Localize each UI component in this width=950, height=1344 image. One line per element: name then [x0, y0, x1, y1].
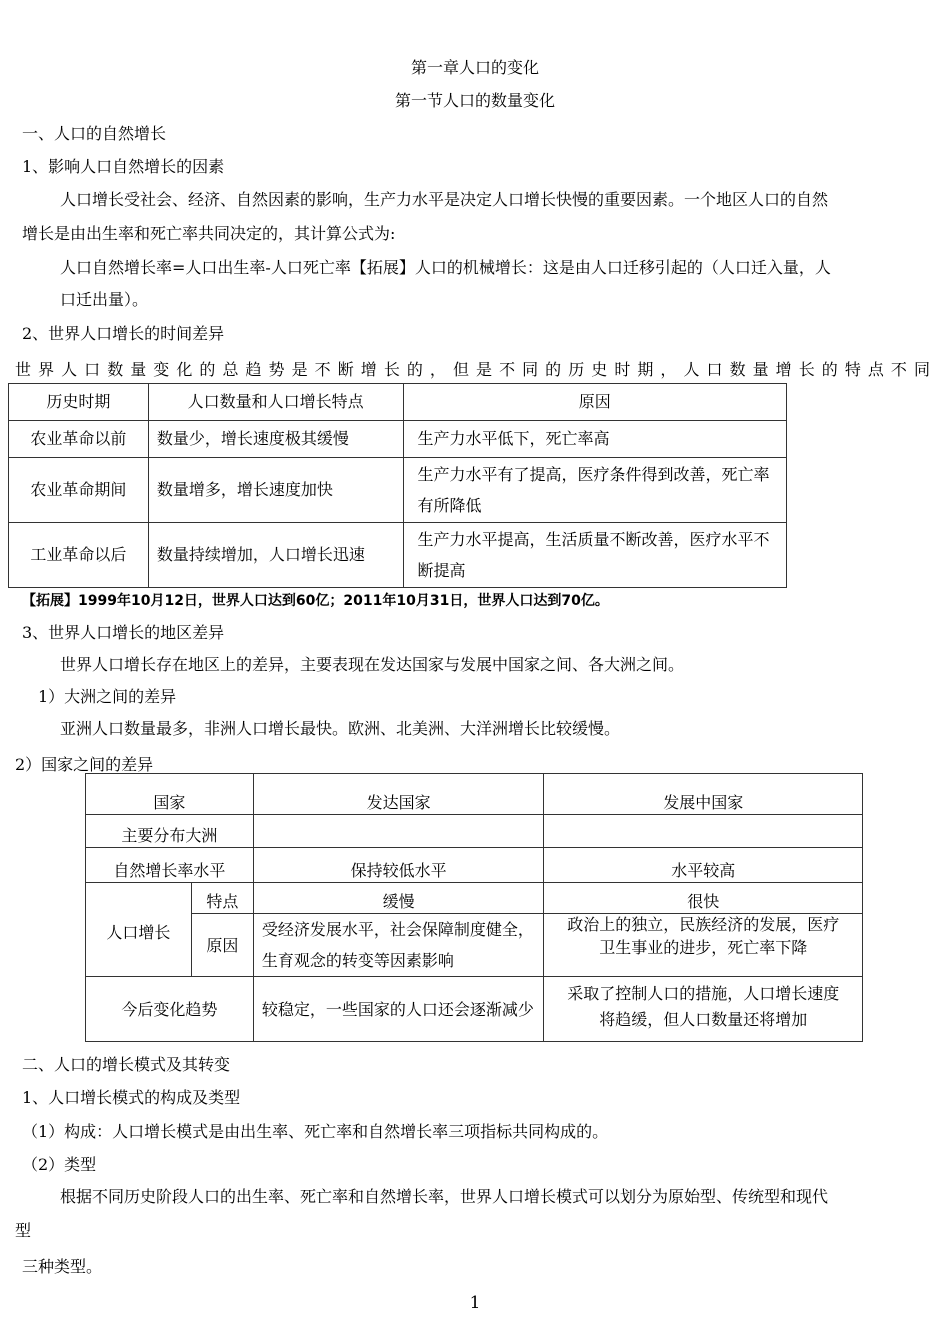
paragraph-region: 世界人口增长存在地区上的差异，主要表现在发达国家与发展中国家之间、各大洲之间。: [60, 655, 685, 674]
table-cell-reason: 生产力水平提高，生活质量不断改善，医疗水平不断提高: [403, 523, 787, 588]
table-header-period: 历史时期: [9, 384, 149, 421]
heading-natural-growth: 一、人口的自然增长: [22, 124, 167, 143]
row-label-population-growth: 人口增长: [86, 883, 192, 977]
table-cell-period: 农业革命以前: [9, 421, 149, 458]
heading-time-difference: 2、世界人口增长的时间差异: [22, 324, 225, 343]
table-cell-period: 农业革命期间: [9, 458, 149, 523]
paragraph-factors-line2: 增长是由出生率和死亡率共同决定的，其计算公式为:: [22, 224, 396, 243]
heading-continent-difference: 1）大洲之间的差异: [38, 687, 177, 706]
row-label-continent: 主要分布大洲: [86, 815, 254, 848]
history-table: [8, 383, 787, 588]
paragraph-mode-composition: （1）构成：人口增长模式是由出生率、死亡率和自然增长率三项指标共同构成的。: [22, 1122, 609, 1141]
heading-mode-types: 1、人口增长模式的构成及类型: [22, 1088, 241, 1107]
row-label-reason: 原因: [191, 914, 253, 977]
table-cell-reason: 生产力水平低下，死亡率高: [403, 421, 787, 458]
table-row: [86, 848, 863, 883]
table-cell-period: 工业革命以后: [9, 523, 149, 588]
paragraph-time-difference: 世界人口数量变化的总趋势是不断增长的，但是不同的历史时期，人口数量增长的特点不同: [15, 360, 930, 379]
reason-developing-text: 政治上的独立，民族经济的发展，医疗: [567, 915, 840, 934]
extension-note: 【拓展】1999年10月12日，世界人口达到60亿；2011年10月31日，世界人口达到70亿。: [22, 593, 609, 609]
heading-growth-mode: 二、人口的增长模式及其转变: [22, 1055, 231, 1074]
section-title: 第一节人口的数量变化: [394, 91, 555, 110]
table-cell-developing: [544, 977, 863, 1042]
table-cell-feature: 数量持续增加，人口增长迅速: [148, 523, 403, 588]
table-cell-developed: 较稳定，一些国家的人口还会逐渐减少: [253, 977, 544, 1042]
table-row: [9, 458, 787, 523]
page-title: 第一章人口的变化: [410, 58, 539, 77]
table-cell-developed: 受经济发展水平，社会保障制度健全，生育观念的转变等因素影响: [253, 914, 544, 977]
paragraph-factors-line1: 人口增长受社会、经济、自然因素的影响，生产力水平是决定人口增长快慢的重要因素。一个地区人口的自然: [60, 190, 829, 209]
table-cell-reason: 生产力水平有了提高，医疗条件得到改善，死亡率有所降低: [403, 458, 787, 523]
paragraph-mode-types-line3: 三种类型。: [22, 1257, 103, 1276]
heading-region-difference: 3、世界人口增长的地区差异: [22, 623, 225, 642]
table-cell-feature: 数量增多，增长速度加快: [148, 458, 403, 523]
table-cell-developed: 缓慢: [253, 883, 544, 914]
row-label-trend: 今后变化趋势: [86, 977, 254, 1042]
table-header-developing: 发展中国家: [544, 774, 863, 815]
table-row: [9, 523, 787, 588]
paragraph-mode-types-line1: 根据不同历史阶段人口的出生率、死亡率和自然增长率，世界人口增长模式可以划分为原始型、传统型和现代: [60, 1187, 829, 1206]
table-header-feature: 人口数量和人口增长特点: [148, 384, 403, 421]
table-cell-developing: [544, 815, 863, 848]
page-number: 1: [469, 1293, 481, 1313]
paragraph-mode-types-line2: 型: [15, 1221, 32, 1240]
table-row: [86, 977, 863, 1042]
paragraph-formula-line2: 口迁出量）。: [60, 290, 149, 309]
row-label-feature: 特点: [191, 883, 253, 914]
table-cell-developing: 水平较高: [544, 848, 863, 883]
reason-developing-text-cont: 卫生事业的进步，死亡率下降: [599, 938, 808, 958]
table-header-reason: 原因: [403, 384, 787, 421]
paragraph-continent: 亚洲人口数量最多，非洲人口增长最快。欧洲、北美洲、大洋洲增长比较缓慢。: [60, 719, 621, 738]
trend-developing-text: 采取了控制人口的措施，人口增长速度: [567, 984, 840, 1004]
table-row: [86, 815, 863, 848]
paragraph-formula-line1: 人口自然增长率=人口出生率-人口死亡率【拓展】人口的机械增长：这是由人口迁移引起的（人口迁入量，人: [60, 258, 831, 277]
paragraph-mode-type-label: （2）类型: [22, 1155, 97, 1174]
country-comparison-table: [85, 773, 863, 1042]
trend-developing-text-cont: 将趋缓，但人口数量还将增加: [599, 1009, 808, 1029]
table-cell-developed: 保持较低水平: [253, 848, 544, 883]
table-row: [9, 421, 787, 458]
table-header-developed: 发达国家: [253, 774, 544, 815]
table-cell-feature: 数量少，增长速度极其缓慢: [148, 421, 403, 458]
table-cell-developing: [544, 914, 863, 977]
table-row: [86, 883, 863, 914]
row-label-natural-growth: 自然增长率水平: [86, 848, 254, 883]
table-cell-developed: [253, 815, 544, 848]
table-cell-developing: 很快: [544, 883, 863, 914]
heading-factors: 1、影响人口自然增长的因素: [22, 157, 225, 176]
heading-country-difference: 2）国家之间的差异: [15, 755, 154, 774]
table-header-country: 国家: [86, 774, 254, 815]
table-row: [86, 914, 863, 977]
